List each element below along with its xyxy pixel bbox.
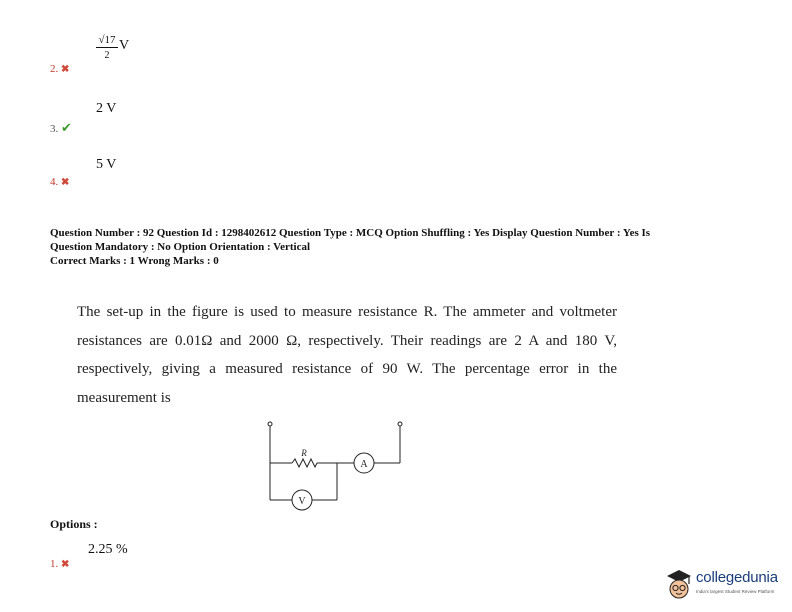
brand-logo — [664, 565, 782, 603]
cross-icon: ✖ — [61, 64, 70, 75]
option-3-number — [50, 120, 72, 136]
cross-icon: ✖ — [61, 177, 70, 188]
circuit-diagram — [262, 418, 412, 518]
voltmeter-label: V — [298, 496, 306, 507]
option-1-number — [50, 558, 69, 570]
right-terminal — [398, 422, 402, 426]
option-number: 2. — [50, 63, 59, 75]
meta-line-3: Correct Marks : 1 Wrong Marks : 0 — [50, 255, 219, 267]
question-meta — [50, 226, 750, 268]
graduate-cap-icon — [664, 567, 694, 601]
option-4-text: 5 V — [96, 157, 117, 172]
option-number: 3. — [50, 123, 59, 135]
options-label: Options : — [50, 517, 98, 531]
option-1-text: 2.25 % — [88, 542, 128, 557]
option-4-number — [50, 176, 69, 188]
question-text: The set-up in the figure is used to measure resistance R. The ammeter and voltmeter resistances are 0.01Ω and 2000 Ω, respectively. Their readings are 2 A and 180 V, respectively, giving a measured resistance of 90 W. The percentage error in the measurement is — [77, 304, 617, 406]
check-icon: ✔ — [61, 120, 72, 135]
ammeter-label: A — [360, 459, 368, 470]
left-terminal — [268, 422, 272, 426]
meta-line-1: Question Number : 92 Question Id : 1298402612 Question Type : MCQ Option Shuffling : Yes Display Question Number : Yes Is — [50, 227, 651, 239]
fraction-denominator: 2 — [104, 50, 110, 61]
resistor-label: R — [301, 448, 307, 458]
option-2-fraction — [96, 34, 118, 61]
fraction-numerator: √17 — [96, 34, 118, 48]
brand-name: collegedunia — [696, 569, 778, 586]
cross-icon: ✖ — [61, 559, 70, 570]
option-number: 1. — [50, 558, 59, 570]
meta-line-2: Question Mandatory : No Option Orientation : Vertical — [50, 241, 311, 253]
resistor — [292, 459, 317, 467]
option-3-text: 2 V — [96, 101, 117, 116]
option-2-number — [50, 63, 69, 75]
option-number: 4. — [50, 176, 59, 188]
option-2-unit: V — [119, 38, 130, 53]
brand-tagline: India's largest Student Review Platform — [696, 589, 775, 594]
